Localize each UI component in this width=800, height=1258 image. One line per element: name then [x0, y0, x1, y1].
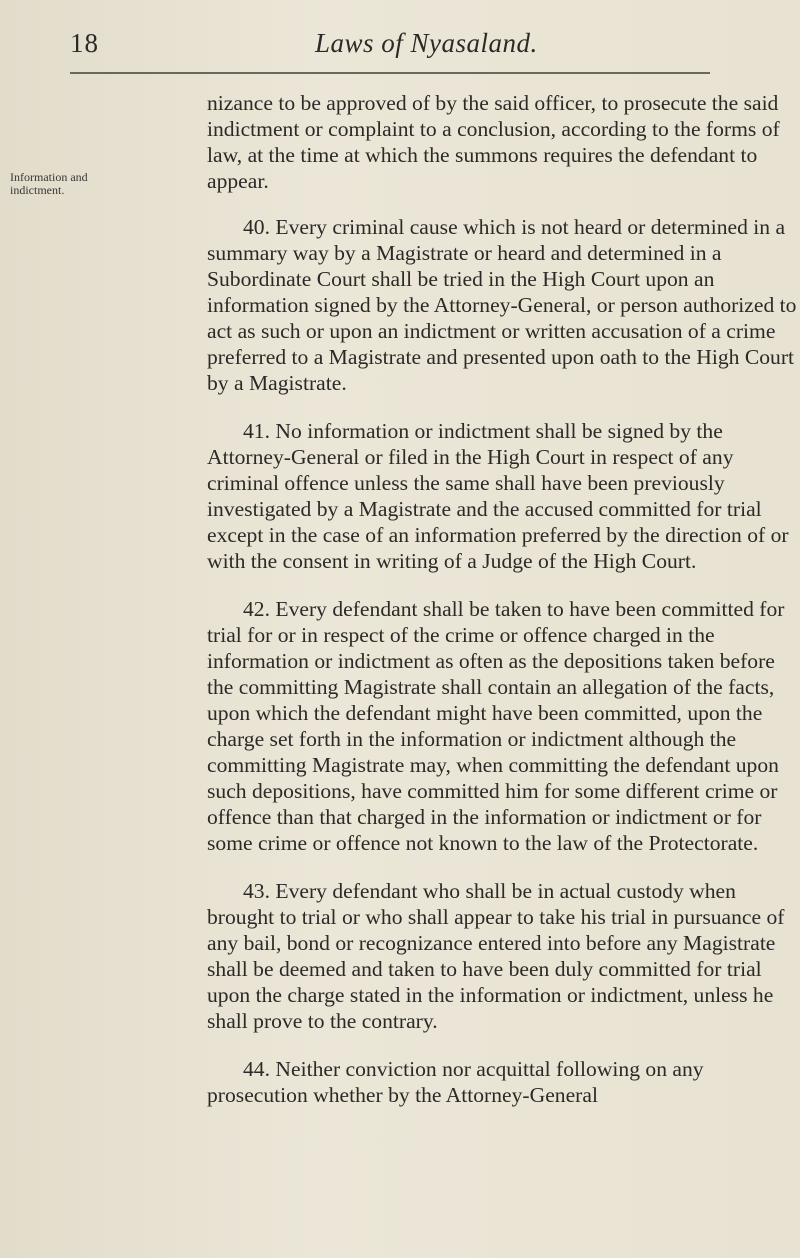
paragraph-continuation [207, 90, 797, 194]
page-header [70, 28, 750, 68]
paragraph-text: Every defendant who shall be in actual custody when brought to trial or who shall appear to take his trial in pursuance of any bail, bond or recognizance entered into before any Magistrate shall be deemed and taken to have been duly committed for trial upon the charge stated in the information or indictment, unless he shall prove to the contrary. [207, 879, 785, 1033]
header-rule [70, 72, 710, 74]
section-44 [207, 1056, 797, 1108]
section-43 [207, 878, 797, 1034]
paragraph-text: Neither conviction nor acquittal following on any prosecution whether by the Attorney-General [207, 1057, 704, 1107]
section-number: 43. [243, 879, 270, 903]
paragraph-text: Every criminal cause which is not heard or determined in a summary way by a Magistrate or heard and determined in a Subordinate Court shall be tried in the High Court upon an information signed by the Attorney-General, or person authorized to act as such or upon an indictment or written accusation of a crime preferred to a Magistrate and presented upon oath to the High Court by a Magistrate. [207, 215, 797, 395]
section-number: 40. [243, 215, 270, 239]
paragraph-text: Every defendant shall be taken to have been committed for trial for or in respect of the crime or offence charged in the information or indictment as often as the depositions taken before the committing Magistrate shall contain an allegation of the facts, upon which the defendant might have been committed, upon the charge set forth in the information or indictment although the committing Magistrate may, when committing the defendant upon such depositions, have committed him for some different crime or offence than that charged in the information or indictment or for some crime or offence not known to the law of the Protectorate. [207, 597, 785, 855]
section-number: 42. [243, 597, 270, 621]
page-number: 18 [70, 28, 99, 58]
paragraph-text: No information or indictment shall be signed by the Attorney-General or filed in the High Court in respect of any criminal offence unless the same shall have been previously investigated by a Magistrate and the accused committed for trial except in the case of an information preferred by the direction of or with the consent in writing of a Judge of the High Court. [207, 419, 789, 573]
marginal-note: Information and indictment. [10, 170, 88, 197]
section-number: 44. [243, 1057, 270, 1081]
paragraph-text: nizance to be approved of by the said officer, to prosecute the said indictment or complaint to a conclusion, according to the forms of law, at the time at which the summons requires the defendant to appear. [207, 91, 780, 193]
running-title: Laws of Nyasaland. [315, 28, 538, 58]
section-42 [207, 596, 797, 856]
body-text [207, 90, 797, 1130]
section-41 [207, 418, 797, 574]
section-40 [207, 214, 797, 396]
section-number: 41. [243, 419, 270, 443]
